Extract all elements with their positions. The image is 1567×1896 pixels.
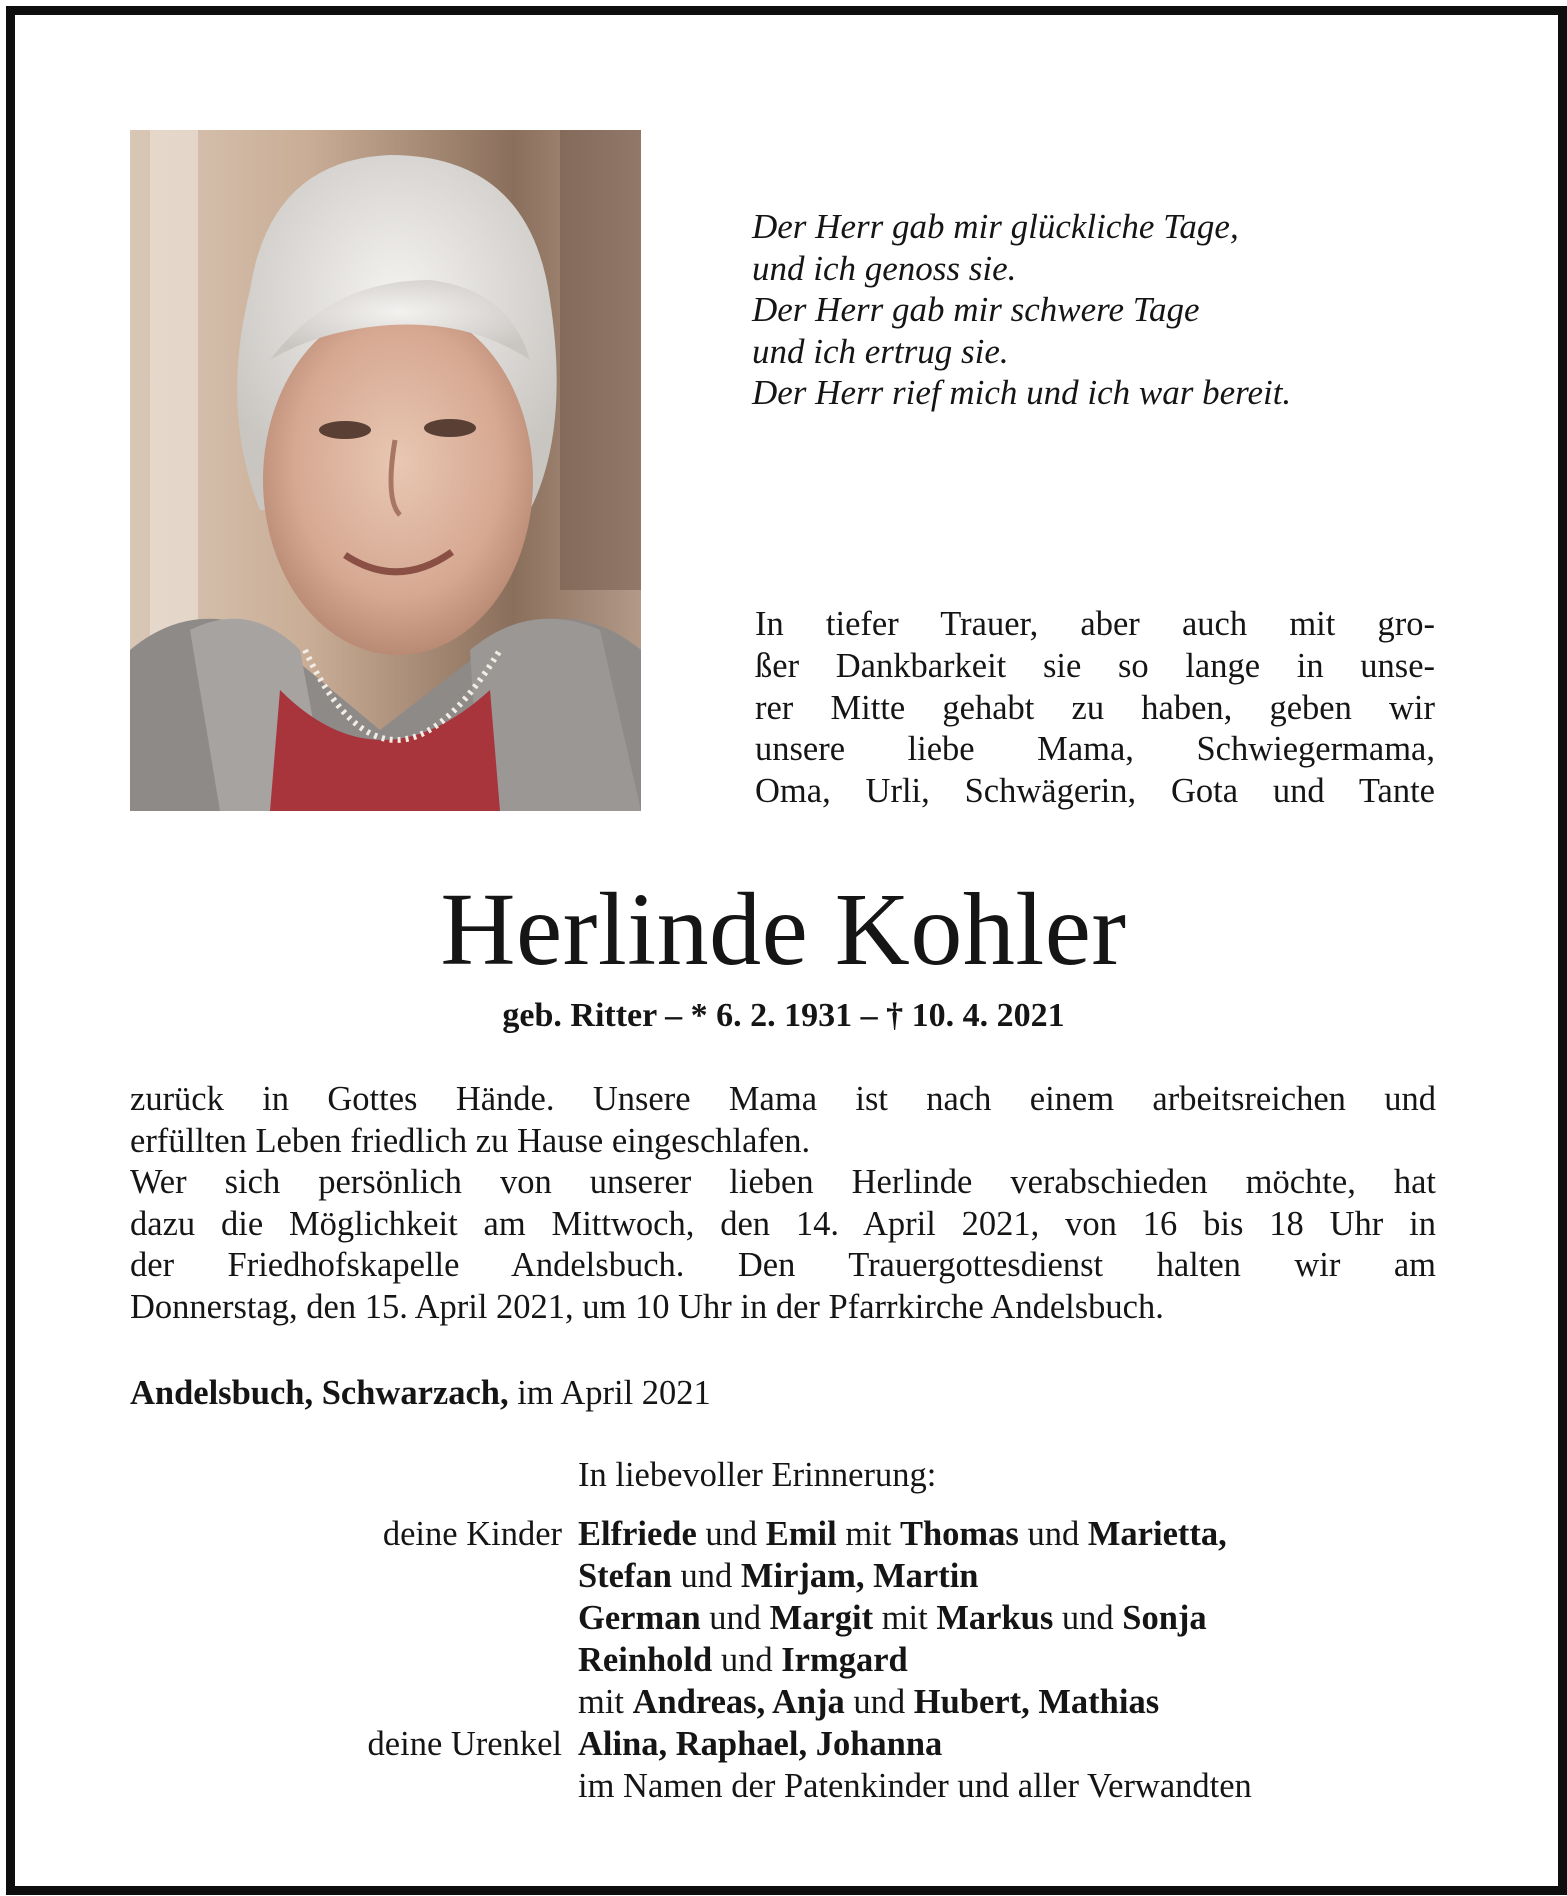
intro-line: unsere liebe Mama, Schwiegermama, (755, 730, 1435, 769)
body-line: zurück in Gottes Hände. Unsere Mama ist nach einem arbeitsreichen und (130, 1080, 1436, 1118)
family-role-label: deine Urenkel (367, 1725, 562, 1763)
family-name: Elfriede (578, 1515, 697, 1553)
family-connector: mit (836, 1515, 900, 1553)
intro-line: In tiefer Trauer, aber auch mit gro- (755, 605, 1435, 643)
family-connector: und (671, 1557, 741, 1595)
family-name: Emil (765, 1515, 837, 1553)
family-connector: und (1053, 1599, 1123, 1637)
family-connector: und (700, 1599, 770, 1637)
portrait-photo (130, 130, 641, 811)
family-connector: mit (873, 1599, 937, 1637)
family-members (578, 1765, 1252, 1807)
family-name: Andreas, Anja (632, 1683, 845, 1721)
verse-line: und ich ertrug sie. (752, 331, 1009, 371)
family-members (578, 1681, 1159, 1723)
family-name: Mirjam, Martin (740, 1557, 979, 1595)
family-name: Margit (769, 1599, 874, 1637)
family-name: Irmgard (781, 1641, 908, 1679)
family-name: Alina, Raphael, Johanna (578, 1725, 943, 1763)
body-line: erfüllten Leben friedlich zu Hause eingeschlafen. (130, 1121, 811, 1160)
family-connector: und (844, 1683, 914, 1721)
memory-heading: In liebevoller Erinnerung: (578, 1456, 937, 1494)
verse-line: Der Herr rief mich und ich war bereit. (752, 373, 1292, 412)
family-name: Stefan (578, 1557, 672, 1595)
family-connector: und (1018, 1515, 1088, 1553)
family-connector: und (712, 1641, 782, 1679)
place-names: Andelsbuch, Schwarzach, (130, 1374, 509, 1412)
family-name: Reinhold (578, 1641, 713, 1679)
family-members (578, 1723, 942, 1765)
family-name: Hubert, Mathias (913, 1683, 1160, 1721)
intro-line: Oma, Urli, Schwägerin, Gota und Tante (755, 772, 1435, 811)
family-members (578, 1513, 1227, 1555)
body-line: der Friedhofskapelle Andelsbuch. Den Trauergottesdienst halten wir am (130, 1246, 1436, 1284)
family-name: Marietta, (1087, 1515, 1227, 1553)
family-connector: und (696, 1515, 766, 1553)
deceased-name: Herlinde Kohler (440, 872, 1127, 987)
family-name: Markus (936, 1599, 1054, 1637)
family-name: Thomas (899, 1515, 1019, 1553)
intro-text (755, 604, 1435, 813)
family-members (578, 1639, 908, 1681)
family-name: German (578, 1599, 701, 1637)
verse-line: und ich genoss sie. (752, 248, 1017, 288)
family-connector: mit (578, 1683, 633, 1721)
family-role-label: deine Kinder (382, 1515, 562, 1553)
bible-verse (752, 206, 1291, 414)
intro-line: ßer Dankbarkeit sie so lange in unse- (755, 646, 1435, 685)
body-line: Wer sich persönlich von unserer lieben Herlinde verabschieden möchte, hat (130, 1163, 1436, 1201)
intro-line: rer Mitte gehabt zu haben, geben wir (755, 688, 1435, 727)
place-month: im April 2021 (508, 1374, 711, 1412)
body-line: Donnerstag, den 15. April 2021, um 10 Uhr in der Pfarrkirche Andelsbuch. (130, 1287, 1164, 1326)
body-text (130, 1079, 1436, 1328)
place-date (130, 1374, 711, 1413)
family-name: Sonja (1122, 1599, 1207, 1637)
family-connector: im Namen der Patenkinder und aller Verwandten (578, 1767, 1252, 1805)
verse-line: Der Herr gab mir glückliche Tage, (752, 207, 1239, 246)
family-members (578, 1597, 1207, 1639)
birth-death-dates: geb. Ritter – * 6. 2. 1931 – † 10. 4. 2021 (502, 997, 1065, 1034)
body-line: dazu die Möglichkeit am Mittwoch, den 14. April 2021, von 16 bis 18 Uhr in (130, 1204, 1436, 1243)
family-members (578, 1555, 979, 1597)
verse-line: Der Herr gab mir schwere Tage (752, 290, 1200, 329)
